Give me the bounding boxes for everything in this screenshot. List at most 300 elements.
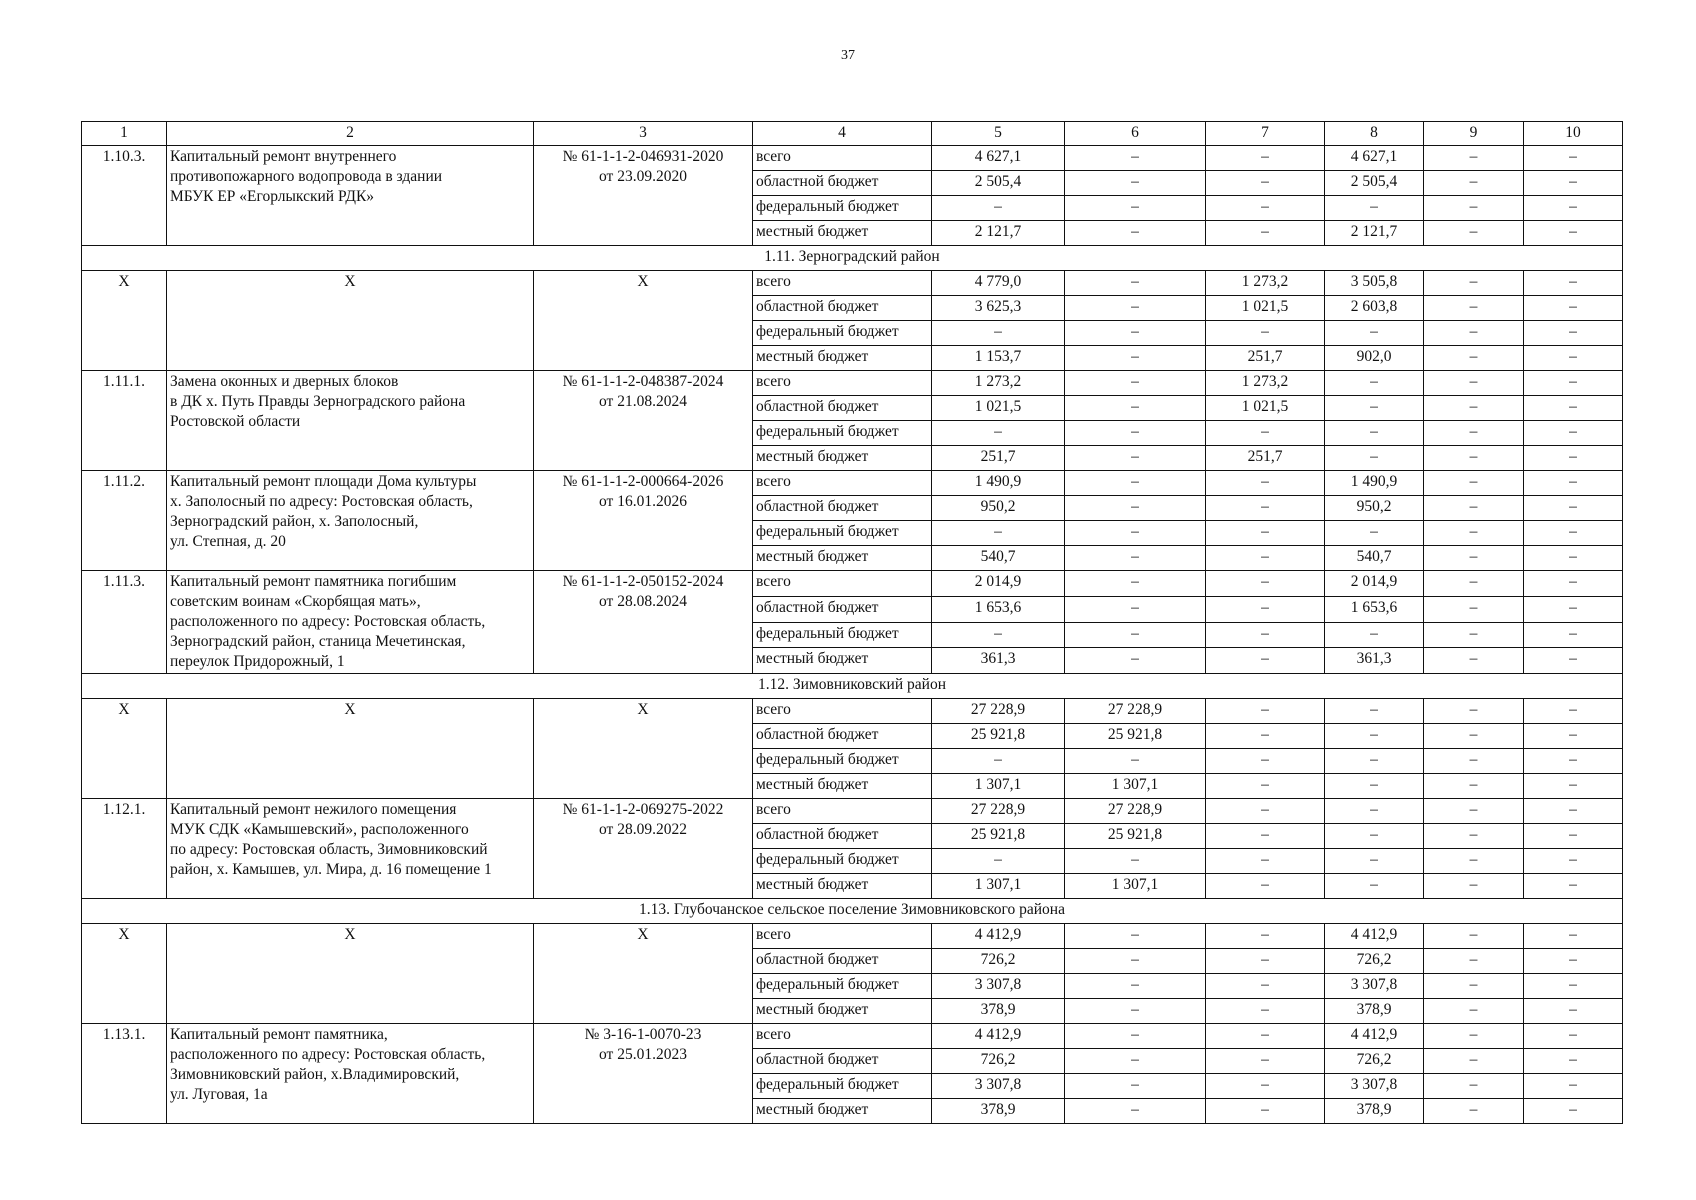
budget-label: местный бюджет [753, 1099, 932, 1124]
value-cell: 1 653,6 [932, 596, 1065, 622]
value-cell: – [1206, 774, 1325, 799]
value-cell: – [1065, 1099, 1206, 1124]
value-cell: – [1424, 1024, 1524, 1049]
value-cell: 4 412,9 [932, 924, 1065, 949]
value-cell: – [1206, 999, 1325, 1024]
value-cell: – [1206, 546, 1325, 571]
section-row [82, 246, 1623, 271]
value-cell: – [1524, 949, 1623, 974]
value-cell: – [1424, 1099, 1524, 1124]
value-cell: – [1524, 296, 1623, 321]
item-name [167, 371, 534, 471]
item-name-line: ул. Луговая, 1а [170, 1086, 268, 1103]
budget-label: областной бюджет [753, 596, 932, 622]
column-header: 10 [1524, 122, 1623, 146]
value-cell: – [1206, 571, 1325, 597]
value-cell: – [1325, 724, 1424, 749]
value-cell: – [1424, 471, 1524, 496]
item-name [167, 471, 534, 571]
value-cell: – [1065, 146, 1206, 171]
value-cell: 25 921,8 [932, 724, 1065, 749]
budget-label: федеральный бюджет [753, 1074, 932, 1099]
value-cell: 1 273,2 [1206, 371, 1325, 396]
value-cell: 1 307,1 [932, 874, 1065, 899]
item-number: 1.10.3. [82, 146, 167, 246]
value-cell: 1 273,2 [932, 371, 1065, 396]
column-header: 6 [1065, 122, 1206, 146]
item-number: X [82, 699, 167, 799]
document-ref [534, 471, 753, 571]
value-cell: – [1424, 321, 1524, 346]
value-cell: – [1325, 396, 1424, 421]
document-ref [534, 371, 753, 471]
value-cell: – [1424, 699, 1524, 724]
value-cell: – [1325, 421, 1424, 446]
value-cell: – [1206, 496, 1325, 521]
budget-label: местный бюджет [753, 874, 932, 899]
value-cell: – [1206, 974, 1325, 999]
value-cell: – [1065, 171, 1206, 196]
budget-label: местный бюджет [753, 221, 932, 246]
value-cell: 1 273,2 [1206, 271, 1325, 296]
value-cell: – [1424, 396, 1524, 421]
item-name-line: расположенного по адресу: Ростовская область, [170, 1046, 486, 1063]
item-number: 1.11.1. [82, 371, 167, 471]
table-row [82, 799, 1623, 824]
value-cell: – [1065, 849, 1206, 874]
value-cell: – [1065, 521, 1206, 546]
budget-label: местный бюджет [753, 999, 932, 1024]
value-cell: 1 153,7 [932, 346, 1065, 371]
value-cell: 378,9 [1325, 999, 1424, 1024]
value-cell: – [932, 622, 1065, 648]
document-ref-line: № 3-16-1-0070-23 [584, 1026, 702, 1043]
section-title: 1.11. Зерноградский район [82, 246, 1623, 271]
value-cell: – [1424, 221, 1524, 246]
value-cell: – [1424, 596, 1524, 622]
budget-label: областной бюджет [753, 724, 932, 749]
table-row [82, 571, 1623, 597]
value-cell: – [1524, 774, 1623, 799]
item-name [167, 1024, 534, 1124]
item-name-line: Ростовской области [170, 413, 301, 430]
item-name [167, 799, 534, 899]
value-cell: – [1524, 346, 1623, 371]
document-ref [534, 1024, 753, 1124]
value-cell: – [1424, 446, 1524, 471]
budget-label: всего [753, 371, 932, 396]
value-cell: 1 021,5 [1206, 396, 1325, 421]
value-cell: 3 307,8 [1325, 1074, 1424, 1099]
document-ref-line: от 28.09.2022 [599, 821, 687, 838]
value-cell: – [1206, 146, 1325, 171]
value-cell: 27 228,9 [932, 799, 1065, 824]
value-cell: 1 307,1 [1065, 774, 1206, 799]
value-cell: – [1524, 396, 1623, 421]
item-number: 1.13.1. [82, 1024, 167, 1124]
budget-label: федеральный бюджет [753, 749, 932, 774]
value-cell: – [1524, 724, 1623, 749]
value-cell: 4 412,9 [1325, 924, 1424, 949]
table-row [82, 271, 1623, 296]
item-name-line: Зимовниковский район, х.Владимировский, [170, 1066, 460, 1083]
column-header: 9 [1424, 122, 1524, 146]
item-name-line: расположенного по адресу: Ростовская область, [170, 613, 486, 630]
item-name [167, 146, 534, 246]
value-cell: – [1524, 546, 1623, 571]
item-name [167, 699, 534, 799]
item-name-line: Капитальный ремонт площади Дома культуры [170, 473, 477, 490]
item-name-line: X [344, 273, 356, 290]
value-cell: – [1424, 546, 1524, 571]
item-name [167, 271, 534, 371]
value-cell: – [1524, 622, 1623, 648]
value-cell: – [1325, 749, 1424, 774]
value-cell: – [1524, 749, 1623, 774]
value-cell: – [1325, 774, 1424, 799]
value-cell: – [1524, 824, 1623, 849]
item-name-line: переулок Придорожный, 1 [170, 653, 345, 670]
value-cell: – [1424, 171, 1524, 196]
value-cell: – [1424, 496, 1524, 521]
value-cell: – [1524, 146, 1623, 171]
value-cell: – [1206, 1099, 1325, 1124]
budget-label: всего [753, 146, 932, 171]
value-cell: – [1524, 271, 1623, 296]
table-row [82, 699, 1623, 724]
value-cell: 378,9 [932, 1099, 1065, 1124]
value-cell: – [1065, 622, 1206, 648]
value-cell: – [1424, 1049, 1524, 1074]
document-ref-line: № 61-1-1-2-050152-2024 [562, 573, 724, 590]
item-name-line: Капитальный ремонт памятника, [170, 1026, 388, 1043]
column-header: 5 [932, 122, 1065, 146]
value-cell: – [1524, 371, 1623, 396]
item-name-line: Зерноградский район, станица Мечетинская, [170, 633, 466, 650]
value-cell: – [1524, 699, 1623, 724]
value-cell: – [1325, 622, 1424, 648]
budget-label: федеральный бюджет [753, 622, 932, 648]
value-cell: – [1065, 546, 1206, 571]
value-cell: – [1424, 924, 1524, 949]
value-cell: – [1065, 496, 1206, 521]
value-cell: – [1065, 446, 1206, 471]
item-name-line: Капитальный ремонт внутреннего [170, 148, 397, 165]
value-cell: 4 412,9 [1325, 1024, 1424, 1049]
budget-label: всего [753, 699, 932, 724]
budget-label: федеральный бюджет [753, 849, 932, 874]
value-cell: – [1065, 221, 1206, 246]
value-cell: 4 627,1 [932, 146, 1065, 171]
value-cell: 4 779,0 [932, 271, 1065, 296]
section-title: 1.12. Зимовниковский район [82, 674, 1623, 699]
value-cell: 3 307,8 [932, 974, 1065, 999]
value-cell: – [1065, 396, 1206, 421]
value-cell: – [1424, 999, 1524, 1024]
value-cell: – [1424, 371, 1524, 396]
document-ref [534, 799, 753, 899]
value-cell: 950,2 [1325, 496, 1424, 521]
value-cell: – [1424, 421, 1524, 446]
value-cell: 726,2 [1325, 1049, 1424, 1074]
value-cell: – [1206, 196, 1325, 221]
budget-table [81, 121, 1623, 1124]
value-cell: 251,7 [932, 446, 1065, 471]
value-cell: – [1325, 699, 1424, 724]
table-row [82, 371, 1623, 396]
value-cell: 361,3 [932, 648, 1065, 674]
value-cell: – [1524, 648, 1623, 674]
value-cell: 540,7 [1325, 546, 1424, 571]
value-cell: 726,2 [932, 949, 1065, 974]
value-cell: – [1424, 949, 1524, 974]
value-cell: – [1524, 521, 1623, 546]
item-name-line: X [344, 926, 356, 943]
document-ref-line: от 23.09.2020 [599, 168, 687, 185]
value-cell: 2 014,9 [932, 571, 1065, 597]
document-ref-line: от 16.01.2026 [599, 493, 687, 510]
value-cell: – [932, 421, 1065, 446]
value-cell: – [1524, 321, 1623, 346]
value-cell: – [1206, 521, 1325, 546]
value-cell: 25 921,8 [932, 824, 1065, 849]
budget-label: местный бюджет [753, 446, 932, 471]
budget-label: местный бюджет [753, 546, 932, 571]
value-cell: – [1424, 1074, 1524, 1099]
value-cell: – [1206, 321, 1325, 346]
value-cell: – [1424, 196, 1524, 221]
value-cell: – [1524, 799, 1623, 824]
value-cell: 3 625,3 [932, 296, 1065, 321]
item-name-line: по адресу: Ростовская область, Зимовниковский [170, 841, 488, 858]
item-name [167, 571, 534, 674]
budget-label: местный бюджет [753, 346, 932, 371]
value-cell: – [1524, 999, 1623, 1024]
value-cell: – [1524, 974, 1623, 999]
value-cell: – [1524, 596, 1623, 622]
budget-label: федеральный бюджет [753, 321, 932, 346]
value-cell: – [1325, 446, 1424, 471]
value-cell: – [1206, 799, 1325, 824]
value-cell: – [1524, 471, 1623, 496]
value-cell: 2 505,4 [932, 171, 1065, 196]
budget-label: федеральный бюджет [753, 521, 932, 546]
table-row [82, 146, 1623, 171]
budget-label: областной бюджет [753, 824, 932, 849]
budget-label: областной бюджет [753, 171, 932, 196]
value-cell: 2 121,7 [932, 221, 1065, 246]
page-number: 37 [841, 48, 855, 63]
item-name-line: ул. Степная, д. 20 [170, 533, 286, 550]
budget-label: всего [753, 924, 932, 949]
item-name-line: х. Заполосный по адресу: Ростовская область, [170, 493, 473, 510]
value-cell: – [932, 849, 1065, 874]
document-ref [534, 699, 753, 799]
item-name-line: Зерноградский район, х. Заполосный, [170, 513, 419, 530]
value-cell: – [1065, 1024, 1206, 1049]
document-ref-line: № 61-1-1-2-046931-2020 [562, 148, 724, 165]
section-row [82, 899, 1623, 924]
value-cell: – [1424, 346, 1524, 371]
table-row [82, 924, 1623, 949]
value-cell: – [1424, 622, 1524, 648]
document-ref [534, 271, 753, 371]
value-cell: 3 307,8 [932, 1074, 1065, 1099]
value-cell: – [1206, 421, 1325, 446]
value-cell: – [1524, 1049, 1623, 1074]
value-cell: – [1206, 949, 1325, 974]
value-cell: – [1524, 874, 1623, 899]
value-cell: 2 603,8 [1325, 296, 1424, 321]
budget-label: областной бюджет [753, 396, 932, 421]
value-cell: – [1424, 774, 1524, 799]
table-row [82, 1024, 1623, 1049]
value-cell: – [1325, 874, 1424, 899]
value-cell: – [1424, 849, 1524, 874]
table-body [82, 122, 1623, 1124]
value-cell: – [1325, 196, 1424, 221]
budget-label: федеральный бюджет [753, 421, 932, 446]
value-cell: – [1524, 924, 1623, 949]
item-name-line: противопожарного водопровода в здании [170, 168, 443, 185]
value-cell: – [932, 521, 1065, 546]
value-cell: – [1424, 799, 1524, 824]
document-ref [534, 571, 753, 674]
value-cell: 4 627,1 [1325, 146, 1424, 171]
value-cell: – [1065, 371, 1206, 396]
value-cell: – [1524, 171, 1623, 196]
budget-label: областной бюджет [753, 949, 932, 974]
budget-label: федеральный бюджет [753, 974, 932, 999]
item-name-line: МБУК ЕР «Егорлыкский РДК» [170, 188, 375, 205]
value-cell: – [1065, 596, 1206, 622]
value-cell: – [1065, 321, 1206, 346]
value-cell: 251,7 [1206, 346, 1325, 371]
item-name-line: в ДК х. Путь Правды Зерноградского района [170, 393, 466, 410]
value-cell: 950,2 [932, 496, 1065, 521]
value-cell: 4 412,9 [932, 1024, 1065, 1049]
value-cell: 1 021,5 [1206, 296, 1325, 321]
value-cell: – [1424, 271, 1524, 296]
value-cell: – [1325, 521, 1424, 546]
value-cell: – [1065, 271, 1206, 296]
budget-label: областной бюджет [753, 496, 932, 521]
value-cell: – [1206, 849, 1325, 874]
value-cell: – [1065, 421, 1206, 446]
value-cell: – [1524, 496, 1623, 521]
value-cell: – [1065, 1074, 1206, 1099]
budget-label: всего [753, 271, 932, 296]
value-cell: – [1065, 346, 1206, 371]
value-cell: – [1065, 571, 1206, 597]
budget-label: федеральный бюджет [753, 196, 932, 221]
value-cell: – [1424, 724, 1524, 749]
item-number: 1.12.1. [82, 799, 167, 899]
value-cell: – [1206, 1074, 1325, 1099]
budget-label: всего [753, 799, 932, 824]
value-cell: – [1424, 296, 1524, 321]
table-row [82, 471, 1623, 496]
value-cell: 251,7 [1206, 446, 1325, 471]
value-cell: – [1206, 596, 1325, 622]
value-cell: – [1524, 849, 1623, 874]
value-cell: 2 014,9 [1325, 571, 1424, 597]
value-cell: – [1206, 648, 1325, 674]
value-cell: 2 505,4 [1325, 171, 1424, 196]
value-cell: 3 307,8 [1325, 974, 1424, 999]
value-cell: – [1065, 296, 1206, 321]
value-cell: 27 228,9 [1065, 699, 1206, 724]
value-cell: – [1524, 421, 1623, 446]
value-cell: – [1325, 824, 1424, 849]
item-name-line: Капитальный ремонт нежилого помещения [170, 801, 457, 818]
section-title: 1.13. Глубочанское сельское поселение Зимовниковского района [82, 899, 1623, 924]
value-cell: – [1424, 874, 1524, 899]
budget-label: областной бюджет [753, 1049, 932, 1074]
value-cell: 726,2 [932, 1049, 1065, 1074]
value-cell: – [932, 749, 1065, 774]
item-name-line: Капитальный ремонт памятника погибшим [170, 573, 457, 590]
item-number: 1.11.3. [82, 571, 167, 674]
value-cell: 361,3 [1325, 648, 1424, 674]
item-name-line: район, х. Камышев, ул. Мира, д. 16 помещение 1 [170, 861, 492, 878]
value-cell: – [1065, 999, 1206, 1024]
document-ref-line: от 21.08.2024 [599, 393, 687, 410]
value-cell: – [1524, 221, 1623, 246]
document-ref-line: от 25.01.2023 [599, 1046, 687, 1063]
budget-label: всего [753, 1024, 932, 1049]
value-cell: – [1065, 196, 1206, 221]
value-cell: 378,9 [932, 999, 1065, 1024]
value-cell: 540,7 [932, 546, 1065, 571]
value-cell: – [1065, 949, 1206, 974]
item-name-line: X [344, 701, 356, 718]
value-cell: 2 121,7 [1325, 221, 1424, 246]
document-ref-line: X [637, 273, 649, 290]
value-cell: – [1206, 699, 1325, 724]
value-cell: – [1065, 924, 1206, 949]
value-cell: 3 505,8 [1325, 271, 1424, 296]
item-number: X [82, 271, 167, 371]
document-ref-line: X [637, 701, 649, 718]
value-cell: 902,0 [1325, 346, 1424, 371]
value-cell: 1 490,9 [1325, 471, 1424, 496]
section-row [82, 674, 1623, 699]
value-cell: – [1206, 824, 1325, 849]
column-header: 4 [753, 122, 932, 146]
value-cell: 1 021,5 [932, 396, 1065, 421]
document-ref-line: X [637, 926, 649, 943]
value-cell: – [1524, 1074, 1623, 1099]
value-cell: – [1325, 849, 1424, 874]
value-cell: – [1424, 749, 1524, 774]
value-cell: – [1065, 471, 1206, 496]
budget-label: всего [753, 571, 932, 597]
value-cell: 726,2 [1325, 949, 1424, 974]
item-number: X [82, 924, 167, 1024]
value-cell: – [932, 321, 1065, 346]
value-cell: – [1206, 749, 1325, 774]
column-header: 3 [534, 122, 753, 146]
value-cell: – [1206, 171, 1325, 196]
item-name-line: Замена оконных и дверных блоков [170, 373, 399, 390]
column-header: 1 [82, 122, 167, 146]
value-cell: – [1206, 724, 1325, 749]
value-cell: 25 921,8 [1065, 724, 1206, 749]
document-ref-line: № 61-1-1-2-048387-2024 [562, 373, 724, 390]
value-cell: 1 307,1 [1065, 874, 1206, 899]
item-name [167, 924, 534, 1024]
